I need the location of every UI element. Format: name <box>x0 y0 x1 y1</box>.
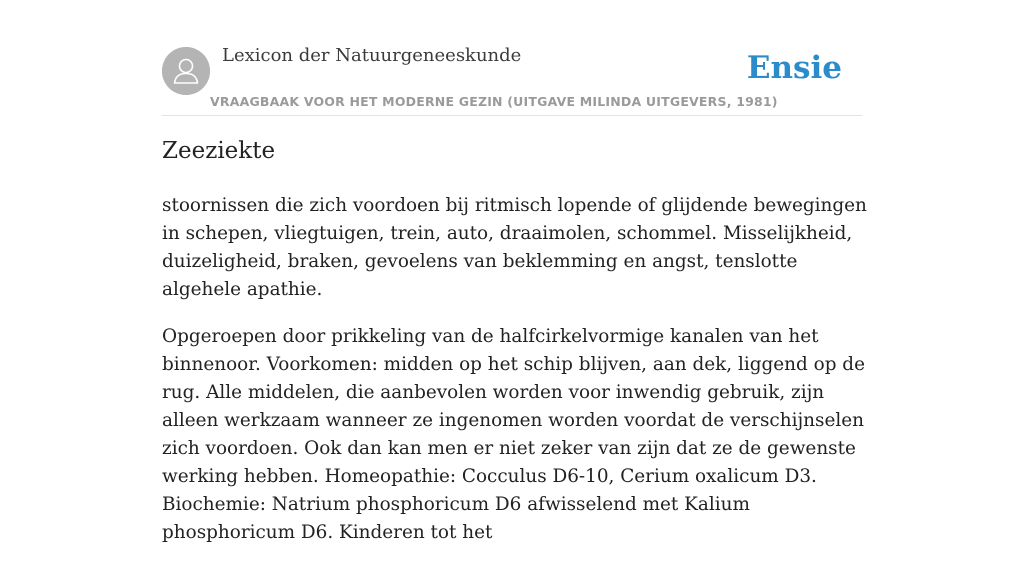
page-title: Zeeziekte <box>162 138 276 164</box>
article-paragraph: Opgeroepen door prikkeling van de halfcirkelvormige kanalen van het binnenoor. Voorkomen: midden op het schip blijven, aan dek, liggend op de rug. Alle middelen, die aanbevolen worden voor inwendig gebruik, zijn alleen werkzaam wanneer ze ingenomen worden voordat de verschijnselen zich voordoen. Ook dan kan men er niet zeker van zijn dat ze de gewenste werking hebben. Homeopathie: Cocculus D6-10, Cerium oxalicum D3. Biochemie: Natrium phosphoricum D6 afwisselend met Kalium phosphoricum D6. Kinderen tot het <box>162 326 865 543</box>
article-paragraph: stoornissen die zich voordoen bij ritmisch lopende of glijdende bewegingen in schepen, vliegtuigen, trein, auto, draaimolen, schommel. Misselijkheid, duizeligheid, braken, gevoelens van beklemming en angst, tenslotte algehele apathie. <box>162 195 867 300</box>
article-body <box>162 192 867 566</box>
article-header <box>162 0 862 116</box>
user-silhouette-icon <box>162 47 210 95</box>
brand-logo[interactable]: Ensie <box>746 50 842 86</box>
avatar[interactable] <box>162 47 210 95</box>
source-subtitle: VRAAGBAAK VOOR HET MODERNE GEZIN (UITGAVE MILINDA UITGEVERS, 1981) <box>210 94 778 109</box>
author-name[interactable]: Lexicon der Natuurgeneeskunde <box>222 45 522 66</box>
